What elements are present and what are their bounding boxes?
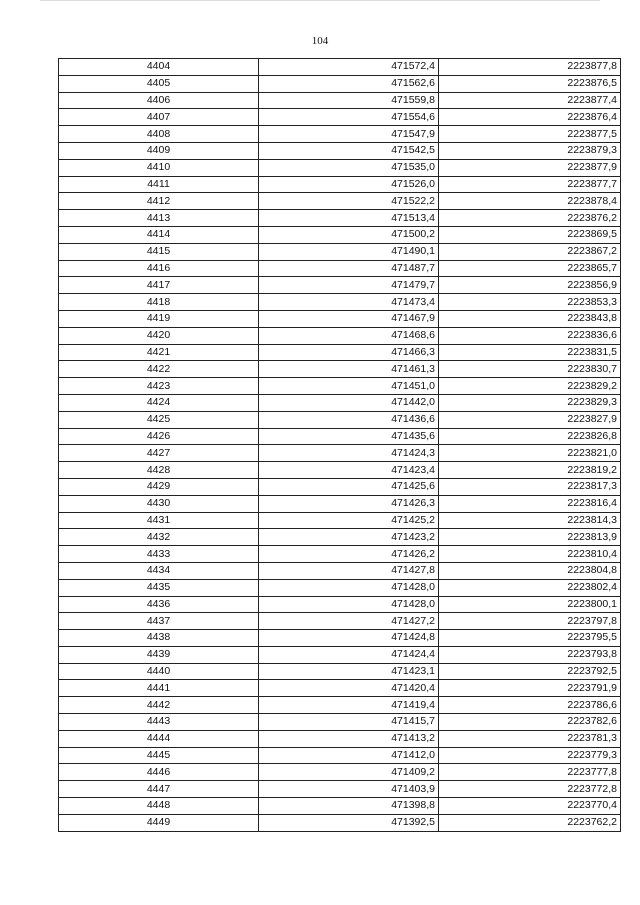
table-row [59,562,621,579]
point-number-cell: 4404 [59,59,259,76]
table-row [59,495,621,512]
x-coordinate-cell: 471559,8 [259,92,439,109]
table-row [59,579,621,596]
point-number-cell: 4420 [59,327,259,344]
point-number-cell: 4424 [59,394,259,411]
x-coordinate-cell: 471500,2 [259,226,439,243]
table-row [59,596,621,613]
x-coordinate-cell: 471542,5 [259,142,439,159]
y-coordinate-cell: 2223829,3 [439,394,621,411]
point-number-cell: 4416 [59,260,259,277]
table-row [59,59,621,76]
x-coordinate-cell: 471424,4 [259,646,439,663]
x-coordinate-cell: 471522,2 [259,193,439,210]
y-coordinate-cell: 2223869,5 [439,226,621,243]
point-number-cell: 4436 [59,596,259,613]
y-coordinate-cell: 2223817,3 [439,478,621,495]
y-coordinate-cell: 2223786,6 [439,697,621,714]
x-coordinate-cell: 471490,1 [259,243,439,260]
table-row [59,327,621,344]
y-coordinate-cell: 2223876,2 [439,210,621,227]
table-row [59,512,621,529]
y-coordinate-cell: 2223836,6 [439,327,621,344]
table-row [59,378,621,395]
y-coordinate-cell: 2223795,5 [439,630,621,647]
y-coordinate-cell: 2223876,4 [439,109,621,126]
table-row [59,445,621,462]
y-coordinate-cell: 2223770,4 [439,798,621,815]
y-coordinate-cell: 2223802,4 [439,579,621,596]
point-number-cell: 4437 [59,613,259,630]
table-row [59,92,621,109]
table-row [59,310,621,327]
table-row [59,428,621,445]
point-number-cell: 4409 [59,142,259,159]
x-coordinate-cell: 471554,6 [259,109,439,126]
x-coordinate-cell: 471467,9 [259,310,439,327]
y-coordinate-cell: 2223877,7 [439,176,621,193]
table-row [59,798,621,815]
table-row [59,478,621,495]
y-coordinate-cell: 2223762,2 [439,814,621,831]
table-row [59,730,621,747]
x-coordinate-cell: 471547,9 [259,126,439,143]
point-number-cell: 4414 [59,226,259,243]
table-row [59,680,621,697]
x-coordinate-cell: 471398,8 [259,798,439,815]
y-coordinate-cell: 2223827,9 [439,411,621,428]
table-row [59,193,621,210]
y-coordinate-cell: 2223826,8 [439,428,621,445]
point-number-cell: 4407 [59,109,259,126]
x-coordinate-cell: 471436,6 [259,411,439,428]
y-coordinate-cell: 2223813,9 [439,529,621,546]
table-row [59,546,621,563]
y-coordinate-cell: 2223797,8 [439,613,621,630]
x-coordinate-cell: 471426,2 [259,546,439,563]
y-coordinate-cell: 2223831,5 [439,344,621,361]
point-number-cell: 4438 [59,630,259,647]
x-coordinate-cell: 471413,2 [259,730,439,747]
x-coordinate-cell: 471423,1 [259,663,439,680]
x-coordinate-cell: 471392,5 [259,814,439,831]
point-number-cell: 4427 [59,445,259,462]
point-number-cell: 4433 [59,546,259,563]
point-number-cell: 4411 [59,176,259,193]
y-coordinate-cell: 2223876,5 [439,75,621,92]
x-coordinate-cell: 471435,6 [259,428,439,445]
point-number-cell: 4432 [59,529,259,546]
y-coordinate-cell: 2223856,9 [439,277,621,294]
x-coordinate-cell: 471451,0 [259,378,439,395]
y-coordinate-cell: 2223772,8 [439,781,621,798]
point-number-cell: 4410 [59,159,259,176]
y-coordinate-cell: 2223878,4 [439,193,621,210]
x-coordinate-cell: 471487,7 [259,260,439,277]
point-number-cell: 4426 [59,428,259,445]
table-row [59,411,621,428]
table-row [59,226,621,243]
x-coordinate-cell: 471427,2 [259,613,439,630]
scan-edge-line [40,0,600,1]
x-coordinate-cell: 471409,2 [259,764,439,781]
table-row [59,697,621,714]
y-coordinate-cell: 2223816,4 [439,495,621,512]
x-coordinate-cell: 471424,3 [259,445,439,462]
y-coordinate-cell: 2223814,3 [439,512,621,529]
table-row [59,142,621,159]
y-coordinate-cell: 2223781,3 [439,730,621,747]
page-number: 104 [311,35,329,47]
y-coordinate-cell: 2223810,4 [439,546,621,563]
coordinates-table [58,58,621,832]
x-coordinate-cell: 471461,3 [259,361,439,378]
x-coordinate-cell: 471468,6 [259,327,439,344]
point-number-cell: 4412 [59,193,259,210]
point-number-cell: 4423 [59,378,259,395]
table-row [59,294,621,311]
y-coordinate-cell: 2223800,1 [439,596,621,613]
table-row [59,159,621,176]
point-number-cell: 4440 [59,663,259,680]
table-row [59,646,621,663]
y-coordinate-cell: 2223804,8 [439,562,621,579]
table-row [59,764,621,781]
x-coordinate-cell: 471473,4 [259,294,439,311]
y-coordinate-cell: 2223782,6 [439,714,621,731]
table-row [59,75,621,92]
y-coordinate-cell: 2223877,8 [439,59,621,76]
table-row [59,747,621,764]
table-row [59,529,621,546]
x-coordinate-cell: 471412,0 [259,747,439,764]
table-row [59,462,621,479]
point-number-cell: 4447 [59,781,259,798]
table-row [59,361,621,378]
point-number-cell: 4442 [59,697,259,714]
y-coordinate-cell: 2223877,9 [439,159,621,176]
x-coordinate-cell: 471535,0 [259,159,439,176]
x-coordinate-cell: 471420,4 [259,680,439,697]
y-coordinate-cell: 2223793,8 [439,646,621,663]
x-coordinate-cell: 471425,2 [259,512,439,529]
y-coordinate-cell: 2223853,3 [439,294,621,311]
point-number-cell: 4425 [59,411,259,428]
y-coordinate-cell: 2223877,4 [439,92,621,109]
table-row [59,344,621,361]
point-number-cell: 4418 [59,294,259,311]
y-coordinate-cell: 2223792,5 [439,663,621,680]
x-coordinate-cell: 471423,2 [259,529,439,546]
point-number-cell: 4446 [59,764,259,781]
y-coordinate-cell: 2223843,8 [439,310,621,327]
y-coordinate-cell: 2223830,7 [439,361,621,378]
x-coordinate-cell: 471424,8 [259,630,439,647]
y-coordinate-cell: 2223877,5 [439,126,621,143]
coordinates-table-body [59,59,621,832]
y-coordinate-cell: 2223821,0 [439,445,621,462]
point-number-cell: 4429 [59,478,259,495]
point-number-cell: 4443 [59,714,259,731]
x-coordinate-cell: 471425,6 [259,478,439,495]
x-coordinate-cell: 471572,4 [259,59,439,76]
table-row [59,663,621,680]
point-number-cell: 4431 [59,512,259,529]
point-number-cell: 4441 [59,680,259,697]
point-number-cell: 4419 [59,310,259,327]
table-row [59,613,621,630]
x-coordinate-cell: 471562,6 [259,75,439,92]
point-number-cell: 4448 [59,798,259,815]
x-coordinate-cell: 471442,0 [259,394,439,411]
y-coordinate-cell: 2223879,3 [439,142,621,159]
table-row [59,109,621,126]
x-coordinate-cell: 471423,4 [259,462,439,479]
y-coordinate-cell: 2223865,7 [439,260,621,277]
point-number-cell: 4435 [59,579,259,596]
table-row [59,714,621,731]
point-number-cell: 4421 [59,344,259,361]
point-number-cell: 4413 [59,210,259,227]
table-row [59,243,621,260]
y-coordinate-cell: 2223777,8 [439,764,621,781]
x-coordinate-cell: 471427,8 [259,562,439,579]
x-coordinate-cell: 471513,4 [259,210,439,227]
point-number-cell: 4428 [59,462,259,479]
x-coordinate-cell: 471428,0 [259,596,439,613]
x-coordinate-cell: 471428,0 [259,579,439,596]
point-number-cell: 4408 [59,126,259,143]
table-row [59,277,621,294]
point-number-cell: 4449 [59,814,259,831]
table-row [59,814,621,831]
point-number-cell: 4439 [59,646,259,663]
y-coordinate-cell: 2223819,2 [439,462,621,479]
table-row [59,210,621,227]
table-row [59,126,621,143]
x-coordinate-cell: 471466,3 [259,344,439,361]
point-number-cell: 4415 [59,243,259,260]
point-number-cell: 4430 [59,495,259,512]
point-number-cell: 4406 [59,92,259,109]
x-coordinate-cell: 471426,3 [259,495,439,512]
x-coordinate-cell: 471419,4 [259,697,439,714]
point-number-cell: 4434 [59,562,259,579]
x-coordinate-cell: 471403,9 [259,781,439,798]
x-coordinate-cell: 471415,7 [259,714,439,731]
table-row [59,781,621,798]
table-row [59,394,621,411]
point-number-cell: 4445 [59,747,259,764]
y-coordinate-cell: 2223779,3 [439,747,621,764]
y-coordinate-cell: 2223829,2 [439,378,621,395]
table-row [59,260,621,277]
table-row [59,176,621,193]
point-number-cell: 4417 [59,277,259,294]
point-number-cell: 4444 [59,730,259,747]
point-number-cell: 4405 [59,75,259,92]
x-coordinate-cell: 471526,0 [259,176,439,193]
x-coordinate-cell: 471479,7 [259,277,439,294]
y-coordinate-cell: 2223791,9 [439,680,621,697]
point-number-cell: 4422 [59,361,259,378]
y-coordinate-cell: 2223867,2 [439,243,621,260]
table-row [59,630,621,647]
